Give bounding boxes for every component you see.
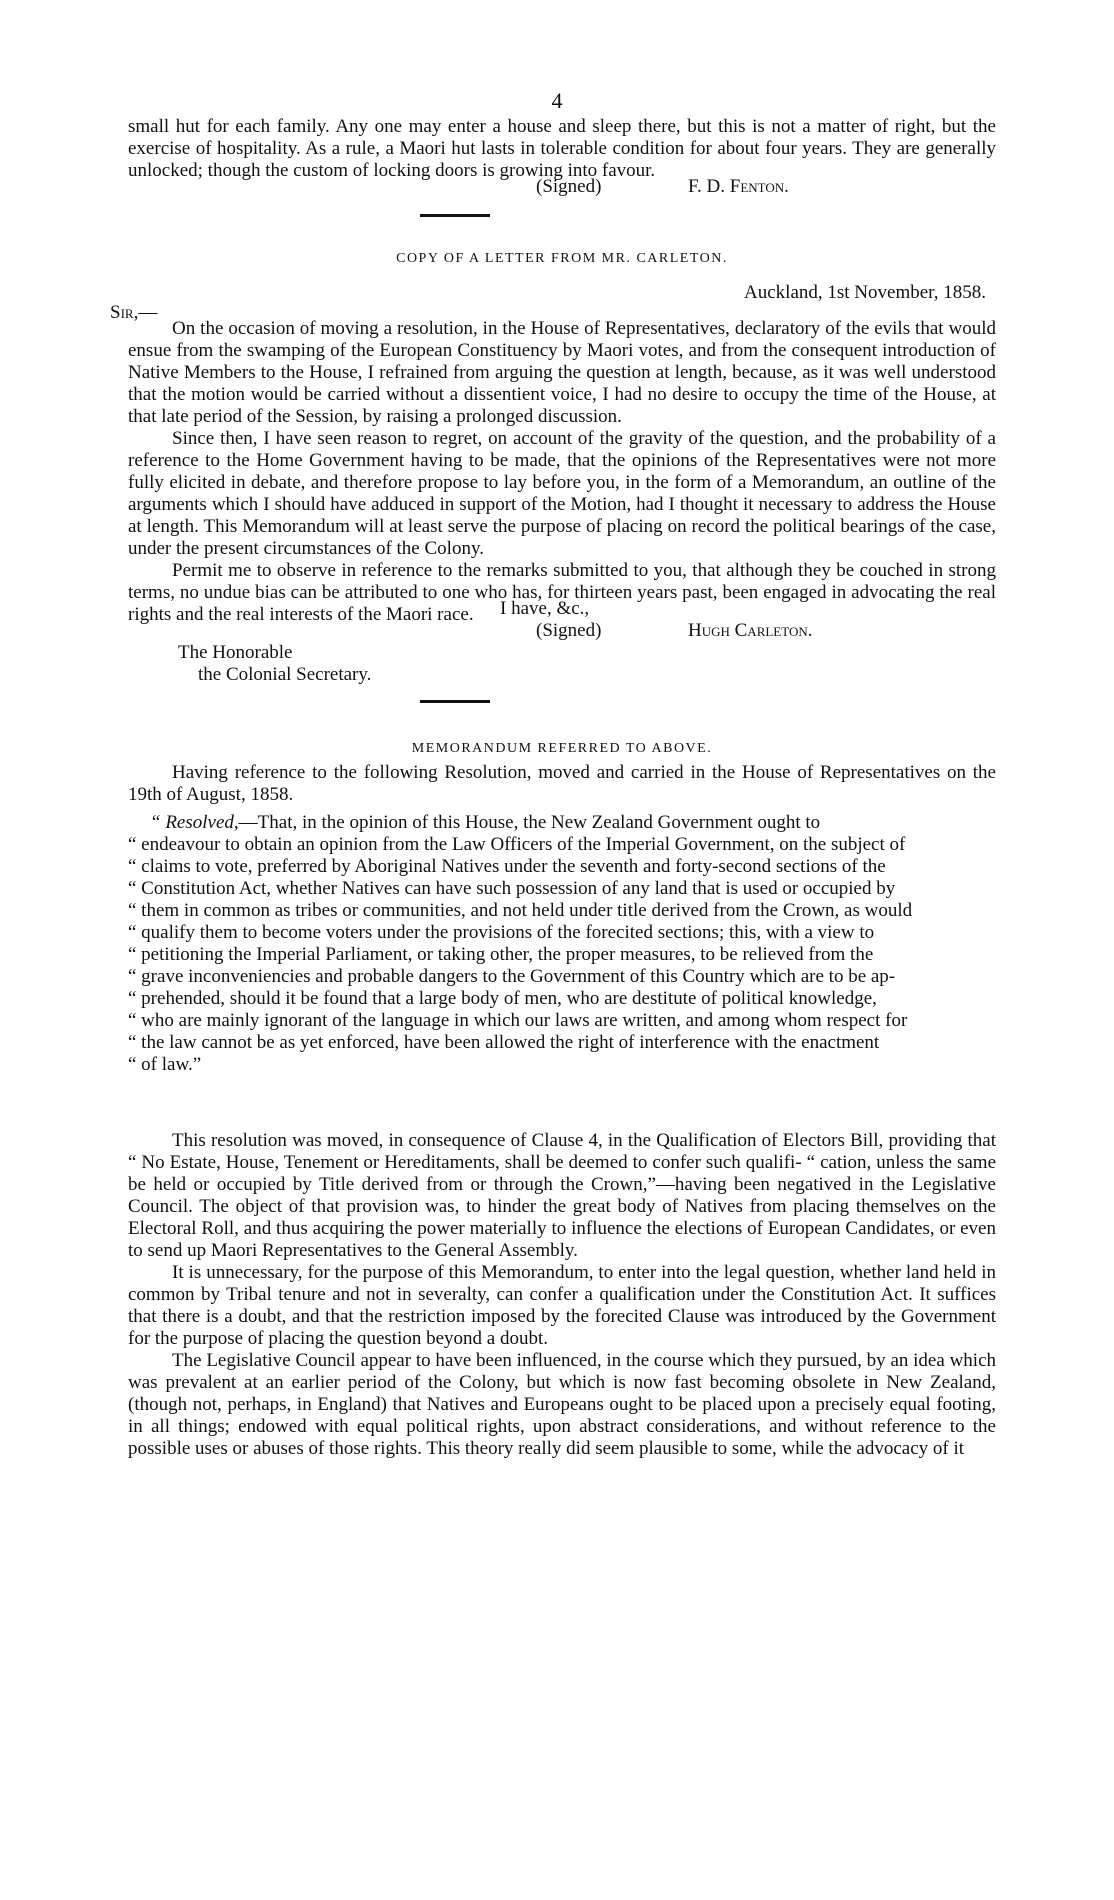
resolution-line: “ petitioning the Imperial Parliament, or taking other, the proper measures, to be relieved from the [128,944,874,965]
resolution-line: “ grave inconveniencies and probable dangers to the Government of this Country which are to be ap- [128,966,896,987]
fenton-signer: F. D. Fenton. [688,176,789,197]
letter-body [128,318,996,626]
resolution-label: “ Resolved, [150,812,239,833]
memo-paragraph: This resolution was moved, in consequence of Clause 4, in the Qualification of Electors Bill, providing that “ No Estate, House, Tenement or Hereditaments, shall be deemed to confer such qualifi- “ cation, unless the same be held or occupied by Title derived from or through the Crown,”—having been negatived in the Legislative Council. The object of that provision was, to hinder the great body of Natives from placing themselves on the Electoral Roll, and thus acquiring the power materially to influence the elections of European Candidates, or even to send up Maori Representatives to the General Assembly. [128,1130,996,1261]
letter-heading: COPY OF A LETTER FROM MR. CARLETON. [396,251,728,266]
fenton-paragraph [128,116,996,182]
memo-body [128,1130,996,1460]
letter-salutation: Sir,— [110,302,158,323]
memo-paragraph: It is unnecessary, for the purpose of this Memorandum, to enter into the legal question, whether land held in common by Tribal tenure and not in severalty, can confer a qualification under the Constitution Act. It suffices that there is a doubt, and that the restriction imposed by the forecited Clause was introduced by the Government for the purpose of placing the question beyond a doubt. [128,1262,996,1349]
letter-signature [128,598,996,642]
memo-intro: Having reference to the following Resolution, moved and carried in the House of Representatives on the 19th of August, 1858. [128,762,996,805]
resolution-line: “ endeavour to obtain an opinion from the Law Officers of the Imperial Government, on the subject of [128,834,906,855]
letter-closing: I have, &c., [500,598,590,619]
resolution-line-first [128,812,996,834]
letter-addressee [178,642,478,686]
letter-paragraph: Permit me to observe in reference to the remarks submitted to you, that although they be couched in strong terms, no undue bias can be attributed to one who has, for thirteen years past, been engaged in advocating the real rights and the real interests of the Maori race. [128,560,996,625]
resolution-line: “ claims to vote, preferred by Aboriginal Natives under the seventh and forty-second sections of the [128,856,886,877]
resolution-line: “ Constitution Act, whether Natives can have such possession of any land that is used or occupied by [128,878,896,899]
resolution-line: “ who are mainly ignorant of the language in which our laws are written, and among whom respect for [128,1010,908,1031]
memo-paragraph: The Legislative Council appear to have been influenced, in the course which they pursued, by an idea which was prevalent at an earlier period of the Colony, but which is now fast becoming obsolete in New Zealand, (though not, perhaps, in England) that Natives and Europeans ought to be placed upon a precisely equal footing, in all things; endowed with equal political rights, upon abstract considerations, and without reference to the possible uses or abuses of those rights. This theory really did seem plausible to some, while the advocacy of it [128,1350,996,1459]
letter-dateline: Auckland, 1st November, 1858. [744,282,986,303]
resolution-line: —That, in the opinion of this House, the New Zealand Government ought to [238,812,821,833]
section-divider [420,214,490,217]
resolution-line: “ of law.” [128,1054,202,1075]
fenton-text: small hut for each family. Any one may enter a house and sleep there, but this is not a matter of right, but the exercise of hospitality. As a rule, a Maori hut lasts in tolerable condition for about four years. They are generally unlocked; though the custom of locking doors is growing into favour. [128,116,996,181]
letter-signed: (Signed) [536,620,602,641]
memo-heading: MEMORANDUM REFERRED TO ABOVE. [411,741,713,756]
resolution-line: “ prehended, should it be found that a large body of men, who are destitute of political knowledge, [128,988,877,1009]
letter-signer: Hugh Carleton. [688,620,813,641]
resolution-line: “ qualify them to become voters under the provisions of the forecited sections; this, with a view to [128,922,875,943]
section-divider [420,700,490,703]
resolution-line: “ them in common as tribes or communities, and not held under title derived from the Crown, as would [128,900,913,921]
page-number: 4 [551,88,563,113]
resolution-quote [128,812,996,1076]
letter-paragraph: On the occasion of moving a resolution, in the House of Representatives, declaratory of the evils that would ensue from the swamping of the European Constituency by Maori votes, and from the consequent introduction of Native Members to the House, I refrained from arguing the question at length, because, as it was well understood that the motion would be carried without a dissentient voice, I had no desire to occupy the time of the House, at that late period of the Session, by raising a prolonged discussion. [128,318,996,427]
fenton-signature [128,176,996,198]
fenton-signed: (Signed) [536,176,602,197]
addressee-line-1: The Honorable [178,642,293,663]
resolution-line: “ the law cannot be as yet enforced, have been allowed the right of interference with the enactment [128,1032,880,1053]
letter-paragraph: Since then, I have seen reason to regret, on account of the gravity of the question, and the probability of a reference to the Home Government having to be made, that the opinions of the Representatives were not more fully elicited in debate, and therefore propose to lay before you, in the form of a Memorandum, an outline of the arguments which I should have adduced in support of the Motion, had I thought it necessary to address the House at length. This Memorandum will at least serve the purpose of placing on record the political bearings of the case, under the present circumstances of the Colony. [128,428,996,559]
addressee-line-2: the Colonial Secretary. [198,664,372,685]
